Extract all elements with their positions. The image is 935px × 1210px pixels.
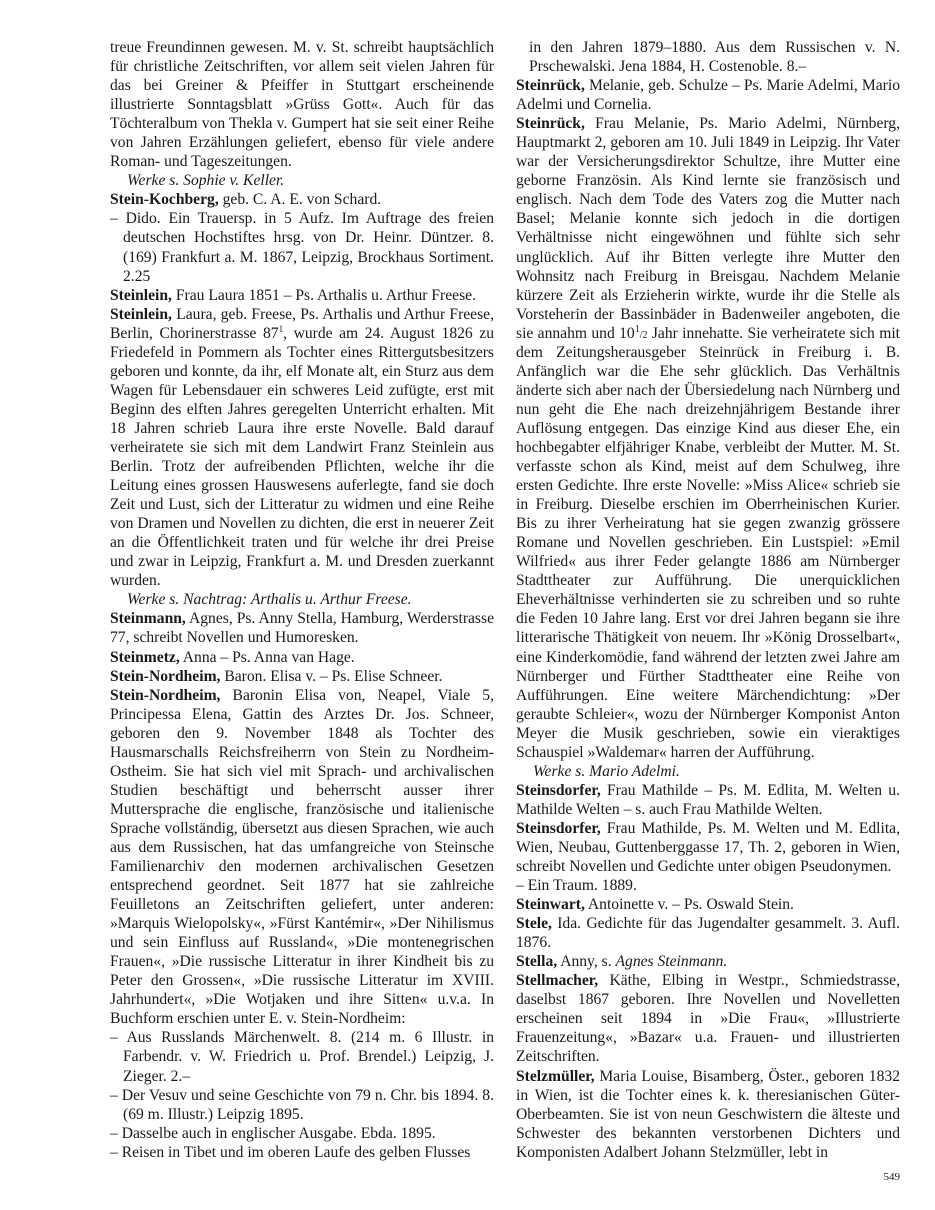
cross-reference: Agnes Steinmann.	[615, 953, 728, 971]
fraction-denominator: 2	[642, 329, 648, 341]
entry-steinsdorfer-1	[516, 781, 900, 819]
entry-headword: Steinlein,	[110, 305, 172, 323]
entry-stellmacher	[516, 971, 900, 1066]
entry-continuation	[110, 38, 494, 171]
fraction-numerator: 1	[634, 323, 640, 335]
entry-headword: Steinsdorfer,	[516, 819, 601, 837]
entry-headword: Stella,	[516, 953, 558, 971]
left-column	[110, 38, 494, 1162]
entry-text: Frau Mathilde, Ps. M. Welten und M. Edlita, Wien, Neubau, Guttenberggasse 17, Th. 2, geboren in Wien, schreibt Novellen und Gedichte unter obigen Pseudonymen.	[516, 819, 900, 876]
entry-text: Antoinette v. – Ps. Oswald Stein.	[584, 896, 794, 914]
entry-steinrueck-2	[516, 114, 900, 762]
entry-steinlein-2	[110, 305, 494, 591]
page-number: 549	[883, 1171, 900, 1183]
entry-stein-nordheim-2	[110, 686, 494, 1029]
entry-text: Ida. Gedichte für das Jugendalter gesammelt. 3. Aufl. 1876.	[516, 915, 900, 952]
entry-steinmann	[110, 609, 494, 647]
entry-headword: Steinmetz,	[110, 648, 180, 666]
entry-headword: Stelzmüller,	[516, 1067, 595, 1085]
entry-headword: Stein-Kochberg,	[110, 191, 219, 209]
work-item: – Aus Russlands Märchenwelt. 8. (214 m. 6 Illustr. in Farbendr. v. W. Friedrich u. Prof. Brendel.) Leipzig, J. Zieger. 2.–	[110, 1029, 494, 1085]
fraction: 1/2	[634, 323, 648, 341]
works-reference: Werke s. Nachtrag: Arthalis u. Arthur Freese.	[127, 591, 412, 609]
entry-text: Käthe, Elbing in Westpr., Schmiedstrasse, daselbst 1867 geboren. Ihre Novellen und Novelletten erscheinen seit 1894 in »Die Frau«, »Illustrierte Frauenzeitung«, »Bazar« u.a. Frauen- und illustrierten Zeitschriften.	[516, 972, 900, 1066]
entry-steinrueck-1	[516, 76, 900, 114]
entry-text: Laura, geb. Freese, Ps. Arthalis und Arthur Freese, Berlin, Chorinerstrasse 87	[110, 305, 494, 342]
entry-steinlein-1	[110, 286, 494, 305]
entry-text: Frau Mathilde – Ps. M. Edlita, M. Welten u. Mathilde Welten – s. auch Frau Mathilde Welten.	[516, 781, 900, 818]
work-item: – Der Vesuv und seine Geschichte von 79 n. Chr. bis 1894. 8. (69 m. Illustr.) Leipzig 1895.	[110, 1086, 494, 1123]
entry-stein-kochberg	[110, 190, 494, 209]
entry-headword: Stellmacher,	[516, 972, 599, 990]
entry-text: Baronin Elisa von, Neapel, Viale 5, Principessa Elena, Gattin des Arztes Dr. Jos. Schneer, geboren den 9. November 1848 als Tochter des Hausmarschalls Reichsfreiherrn von Stein zu Nordheim-Ostheim. Sie hat sich viel mit Sprach- und archivalischen Studien beschäftigt und beherrscht ausser ihrer Muttersprache die englische, französische und italienische Sprache vollständig, übersetzt aus diesen Sprachen, wie auch aus dem Russischen, hat das umfangreiche von Steinsche Familienarchiv den modernen archivalischen Gesetzen entsprechend geordnet. Seit 1877 hat sie zahlreiche Feuilletons an Zeitschriften geliefert, unter anderen: »Marquis Wielopolsky«, »Fürst Kantémir«, »Der Nihilismus und sein Einfluss auf Russland«, »Die montenegrischen Frauen«, »Die russische Litteratur in ihrer Kindheit bis zu Peter den Grossen«, »Die russische Litteratur im XVIII. Jahrhundert«, »Die Wotjaken und ihre Sitten« u.v.a. In Buchform erschien unter E. v. Stein-Nordheim:	[110, 686, 494, 1028]
entry-text: , wurde am 24. August 1826 zu Friedefeld in Pommern als Tochter eines Rittergutsbesitzers geboren und konnte, da ihr, elf Monate alt, ein Sturz aus dem Wagen für Lebensdauer ein schweres Leid zufügte, erst mit Beginn des elften Jahres geregelten Unterricht erhalten. Mit 18 Jahren schrieb Laura ihre erste Novelle. Bald darauf verheiratete sie sich mit dem Landwirt Franz Steinlein aus Berlin. Trotz der aufreibenden Pflichten, welche ihr die Leitung eines grossen Hauswesens auferlegte, fand sie doch Zeit und Lust, sich der Litteratur zu widmen und eine Reihe von Dramen und Novellen zu dichten, die erst in neuerer Zeit an die Öffentlichkeit traten und für welche ihr drei Preise und zwar in Leipzig, Frankfurt a. M. und Dresden zuerkannt wurden.	[110, 324, 494, 590]
works-reference: Werke s. Mario Adelmi.	[533, 762, 680, 780]
entry-steinmetz	[110, 648, 494, 667]
work-item-continuation: in den Jahren 1879–1880. Aus dem Russischen v. N. Prschewalski. Jena 1884, H. Costenoble. 8.–	[529, 39, 900, 76]
entry-text: Melanie, geb. Schulze – Ps. Marie Adelmi, Mario Adelmi und Cornelia.	[516, 77, 900, 114]
entry-steinwart	[516, 895, 900, 914]
entry-text: Anny, s.	[557, 953, 616, 971]
entry-stein-nordheim-1	[110, 667, 494, 686]
entry-headword: Steinsdorfer,	[516, 781, 601, 799]
entry-headword: Steinrück,	[516, 77, 585, 95]
entry-steinsdorfer-2	[516, 819, 900, 876]
entry-headword: Steinrück,	[516, 115, 585, 133]
superscript: 1	[278, 323, 284, 334]
entry-text: treue Freundinnen gewesen. M. v. St. schreibt hauptsächlich für christliche Zeitschriften, vor allem seit vielen Jahren für das bei Greiner & Pfeiffer in Stuttgart erscheinende illustrierte Sonntagsblatt »Grüss Gott«. Auch für das Töchteralbum von Thekla v. Gumpert hat sie seit einer Reihe von Jahren Erzählungen geliefert, ebenso für viele andere Roman- und Tageszeitungen.	[110, 39, 494, 171]
work-item: – Ein Traum. 1889.	[516, 877, 637, 895]
work-item: – Dasselbe auch in englischer Ausgabe. Ebda. 1895.	[110, 1124, 436, 1142]
right-column	[516, 38, 900, 1162]
entry-headword: Stele,	[516, 915, 552, 933]
entry-headword: Stein-Nordheim,	[110, 686, 221, 704]
works-reference: Werke s. Sophie v. Keller.	[127, 172, 285, 190]
entry-text: Baron. Elisa v. – Ps. Elise Schneer.	[220, 667, 443, 685]
work-item: – Dido. Ein Trauersp. in 5 Aufz. Im Auftrage des freien deutschen Hochstiftes hrsg. von Dr. Heinr. Düntzer. 8. (169) Frankfurt a. M. 1867, Leipzig, Brockhaus Sortiment. 2.25	[110, 210, 494, 285]
entry-text: Frau Laura 1851 – Ps. Arthalis u. Arthur Freese.	[171, 286, 476, 304]
entry-text: Frau Melanie, Ps. Mario Adelmi, Nürnberg, Hauptmarkt 2, geboren am 10. Juli 1849 in Leipzig. Ihr Vater war der Versicherungsdirektor Schultze, ihre Mutter eine geborne Französin. Als Kind lernte sie französisch und englisch. Nach dem Tode des Vaters zog die Mutter nach Basel; Melanie konnte sich jedoch in die dortigen Verhältnisse nicht eingewöhnen und fühlte sich sehr unglücklich. Auf ihr Bitten verlegte ihre Mutter den Wohnsitz nach Freiburg in Breisgau. Nachdem Melanie kürzere Zeit als Erzieherin wirkte, wurde ihr die Stelle als Vorsteherin der Bassinbäder in Badenweiler angeboten, die sie annahm und 10	[516, 115, 900, 342]
entry-stella	[516, 952, 900, 971]
entry-stelzmueller	[516, 1067, 900, 1162]
entry-headword: Steinmann,	[110, 610, 186, 628]
entry-text: geb. C. A. E. von Schard.	[218, 191, 382, 209]
entry-text: Agnes, Ps. Anny Stella, Hamburg, Werderstrasse 77, schreibt Novellen und Humoresken.	[110, 610, 494, 647]
entry-stele	[516, 914, 900, 952]
entry-headword: Steinlein,	[110, 286, 172, 304]
entry-text: Anna – Ps. Anna van Hage.	[179, 648, 355, 666]
work-item: – Reisen in Tibet und im oberen Laufe des gelben Flusses	[110, 1143, 471, 1161]
entry-text: Jahr innehatte. Sie verheiratete sich mit dem Zeitungsherausgeber Steinrück in Freiburg i. B. Anfänglich war die Ehe sehr glücklich. Das Verhältnis änderte sich aber nach der Übersiedelung nach Nürnberg und nun geht die Ehe nach dreizehnjährigem Bestande ihrer Auflösung entgegen. Das einzige Kind aus dieser Ehe, ein hochbegabter elfjähriger Knabe, verbleibt der Mutter. M. St. verfasste schon als Kind, meist auf dem Schulweg, ihre ersten Gedichte. Ihre erste Novelle: »Miss Alice« schrieb sie in Freiburg. Dieselbe erschien im Oberrheinischen Kurier. Bis zu ihrer Verheiratung hat sie gegen zwanzig grössere Romane und Novellen geschrieben. Ein Lustspiel: »Emil Wilfried« aus ihrer Feder gelangte 1886 am Nürnberger Stadttheater zur Aufführung. Die unerquicklichen Eheverhältnisse verhinderten sie zu schreiben und so ruhte die Feden 10 Jahre lang. Erst vor drei Jahren begann sie ihre litterarische Thätigkeit von neuem. Ihr »König Drosselbart«, eine Kinderkomödie, fand während der letzten zwei Jahre am Nürnberger und Fürther Stadttheater eine Reihe von Aufführungen. Eine weitere Märchendichtung: »Der geraubte Schleier«, wozu der Nürnberger Komponist Anton Meyer die Musik geschrieben, sowie ein vieraktiges Schauspiel »Waldemar« harren der Aufführung.	[516, 324, 900, 761]
entry-headword: Steinwart,	[516, 896, 585, 914]
entry-text: Maria Louise, Bisamberg, Öster., geboren 1832 in Wien, ist die Tochter eines k. k. theresianischen Güter-Oberbeamten. Sie ist von neun Geschwistern die älteste und Schwester des bekannten verstorbenen Dichters und Komponisten Adalbert Johann Stelzmüller, lebt in	[516, 1067, 900, 1161]
entry-headword: Stein-Nordheim,	[110, 667, 221, 685]
